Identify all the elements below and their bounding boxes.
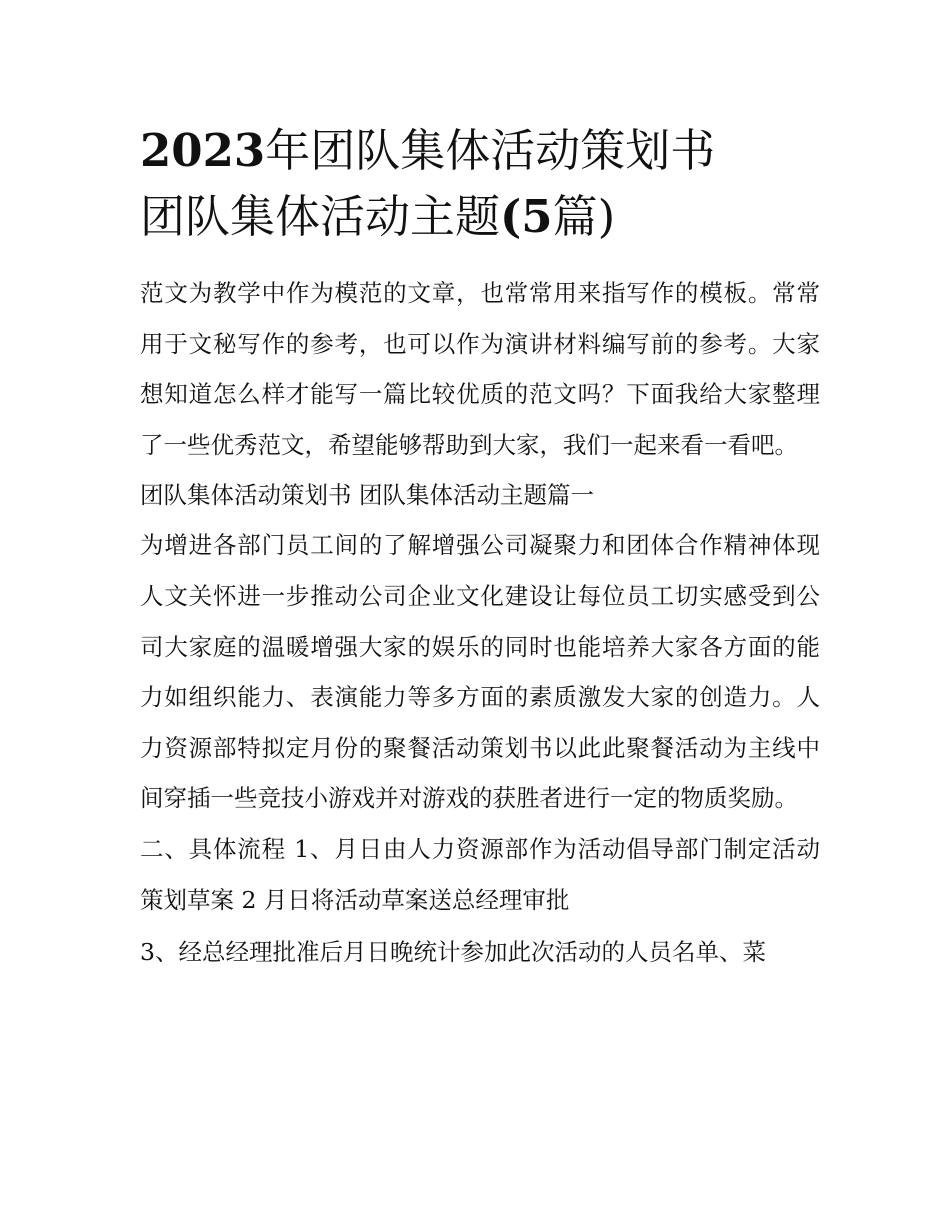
title-line-2-text: 团队集体活动主题 <box>140 190 501 243</box>
title-line-2-count: (5 <box>500 190 553 243</box>
document-page <box>140 118 820 978</box>
title-line-2-suffix: 篇) <box>552 190 616 243</box>
body-paragraph-3: 3、经总经理批准后月日晚统计参加此次活动的人员名单、菜 <box>140 938 766 967</box>
body-paragraph-2: 二、具体流程 1、月日由人力资源部作为活动倡导部门制定活动策划草案 2 月日将活动草案送总经理审批 <box>140 834 820 914</box>
body-paragraph-1: 为增进各部门员工间的了解增强公司凝聚力和团体合作精神体现人文关怀进一步推动公司企业文化建设让每位员工切实感受到公司大家庭的温暖增强大家的娱乐的同时也能培养大家各方面的能力如组织能力、表演能力等多方面的素质激发大家的创造力。人力资源部特拟定月份的聚餐活动策划书以此此聚餐活动为主线中间穿插一些竞技小游戏并对游戏的获胜者进行一定的物质奖励。 <box>140 531 820 813</box>
section-heading: 团队集体活动策划书 团队集体活动主题篇一 <box>140 481 594 510</box>
document-title <box>140 118 820 250</box>
intro-paragraph: 范文为教学中作为模范的文章，也常常用来指写作的模板。常常用于文秘写作的参考，也可以作为演讲材料编写前的参考。大家想知道怎么样才能写一篇比较优质的范文吗？下面我给大家整理了一些优秀范文，希望能够帮助到大家，我们一起来看一看吧。 <box>140 279 820 459</box>
document-body <box>140 268 820 978</box>
title-year: 2023 <box>140 124 266 177</box>
title-line-2 <box>140 184 820 250</box>
title-line-1-text: 年团队集体活动策划书 <box>265 124 716 177</box>
title-line-1 <box>140 118 820 184</box>
